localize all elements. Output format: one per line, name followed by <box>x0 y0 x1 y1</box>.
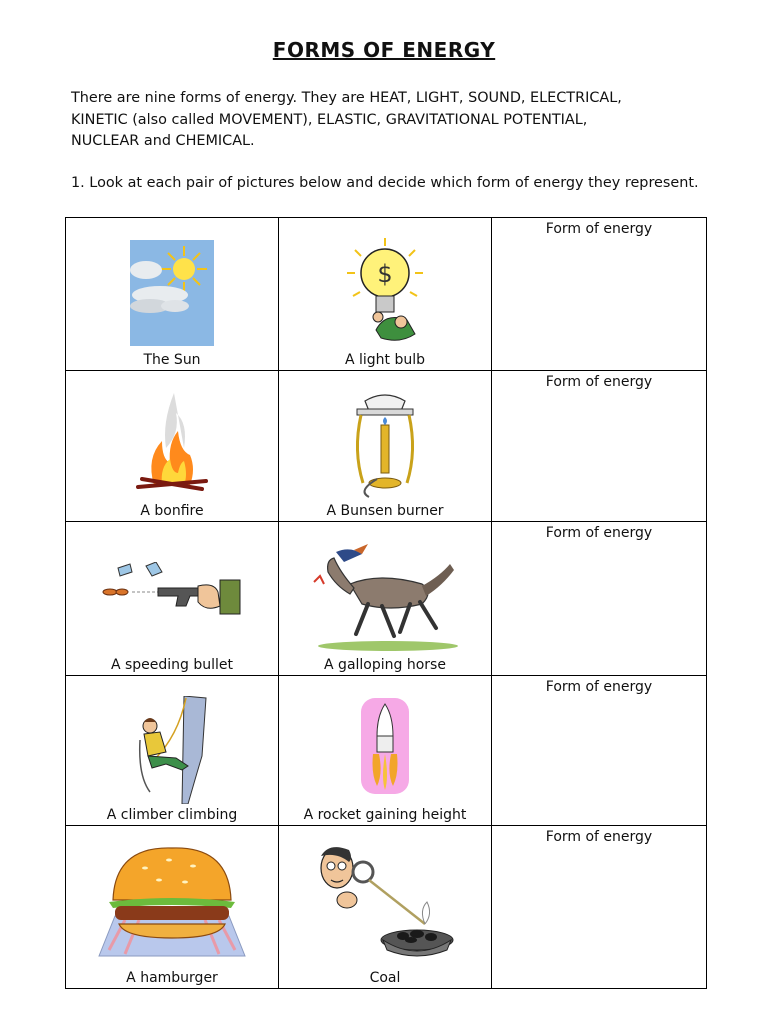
picture-caption: A rocket gaining height <box>303 807 467 823</box>
answer-cell[interactable] <box>492 826 707 989</box>
intro-line: KINETIC (also called MOVEMENT), ELASTIC, GRAVITATIONAL POTENTIAL, <box>71 111 588 128</box>
picture-cell <box>279 826 492 989</box>
table-row <box>66 826 707 989</box>
picture-cell <box>66 522 279 676</box>
instruction-text: 1. Look at each pair of pictures below and decide which form of energy they represent. <box>71 175 699 191</box>
picture-caption: Coal <box>369 970 401 986</box>
form-of-energy-label: Form of energy <box>545 525 653 541</box>
form-of-energy-label: Form of energy <box>545 374 653 390</box>
svg-text:$: $ <box>377 260 393 288</box>
coal-icon <box>309 844 461 960</box>
form-of-energy-label: Form of energy <box>545 679 653 695</box>
table-row <box>66 676 707 826</box>
answer-cell[interactable] <box>492 522 707 676</box>
picture-caption: A speeding bullet <box>110 657 234 673</box>
hamburger-icon <box>95 846 249 964</box>
horse-icon <box>310 542 460 652</box>
page-title: FORMS OF ENERGY <box>272 38 496 62</box>
picture-caption: A hamburger <box>126 970 218 986</box>
picture-cell <box>279 218 492 371</box>
form-of-energy-label: Form of energy <box>545 221 653 237</box>
answer-cell[interactable] <box>492 676 707 826</box>
table-row <box>66 371 707 522</box>
picture-cell <box>279 522 492 676</box>
answer-cell[interactable] <box>492 371 707 522</box>
climber-icon <box>136 696 208 804</box>
intro-paragraph <box>71 88 711 153</box>
picture-cell <box>66 676 279 826</box>
picture-caption: A Bunsen burner <box>326 503 444 519</box>
answer-cell[interactable] <box>492 218 707 371</box>
intro-line: There are nine forms of energy. They are HEAT, LIGHT, SOUND, ELECTRICAL, <box>71 90 622 106</box>
light-bulb-icon <box>345 238 425 348</box>
table-row <box>66 218 707 371</box>
form-of-energy-label: Form of energy <box>545 829 653 845</box>
picture-cell <box>66 826 279 989</box>
bunsen-burner-icon <box>347 391 423 499</box>
picture-caption: A light bulb <box>344 352 426 368</box>
picture-caption: A bonfire <box>140 503 204 519</box>
picture-cell <box>66 218 279 371</box>
sun-icon <box>130 240 214 346</box>
picture-cell <box>279 676 492 826</box>
intro-line: NUCLEAR and CHEMICAL. <box>71 133 255 150</box>
bonfire-icon <box>132 393 212 497</box>
picture-cell <box>279 371 492 522</box>
picture-caption: A galloping horse <box>324 657 446 673</box>
table-row <box>66 522 707 676</box>
energy-table <box>65 217 707 989</box>
rocket-icon <box>359 696 411 796</box>
gun-bullet-icon <box>102 562 242 638</box>
picture-caption: A climber climbing <box>106 807 238 823</box>
picture-cell <box>66 371 279 522</box>
picture-caption: The Sun <box>143 352 201 368</box>
